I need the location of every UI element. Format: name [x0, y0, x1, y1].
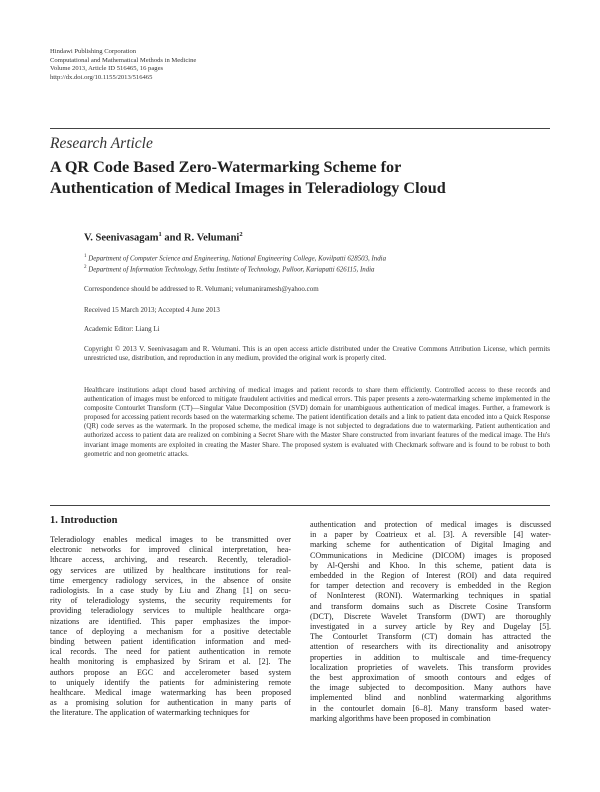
left-column [50, 535, 291, 719]
body-line: marking algorithms have been proposed in combination [310, 713, 491, 723]
affiliation-marker: 1 [84, 254, 87, 259]
body-line: The Contourlet Transform (CT) domain has attracted the [310, 632, 551, 642]
body-line: as a promising solution for authentication in many parts of [50, 698, 291, 708]
journal-header [50, 48, 196, 82]
title-line: Authentication of Medical Images in Teleradiology Cloud [50, 179, 446, 197]
abstract: Healthcare institutions adapt cloud based archiving of medical images and patient records to share them efficiently. Controlled access to these records and authentication of images must be enforced to mitigate fraudulent activities and medical errors. This paper presents a zero-watermarking scheme implemented in the composite Contourlet Transform (CT)—Singular Value Decomposition (SVD) domain for unambiguous authentication of medical images. Further, a framework is proposed for accessing patient records based on the watermarking scheme. The patient identification details and a link to patient data encoded into a Quick Response (QR) code serves as the watermark. In the proposed scheme, the medical image is not subjected to degradations due to watermarking. Patient authentication and authorized access to patient data are realized on combining a Secret Share with the Master Share constructed from invariant features of the medical image. The Hu's invariant image moments are exploited in creating the Master Share. The proposed system is evaluated with Checkmark software and is found to be robust to both geometric and non geometric attacks. [84, 386, 550, 458]
affiliation-text: Department of Information Technology, Sethu Institute of Technology, Pulloor, Kariapatti 626115, India [88, 266, 375, 274]
article-type: Research Article [50, 135, 153, 152]
affiliation [84, 265, 375, 273]
author-affiliation-marker: 2 [239, 231, 243, 238]
body-line: attention of researchers with its directionality and anisotropy [310, 642, 551, 652]
body-line: rity of teleradiology systems, the security requirements for [50, 596, 291, 606]
body-line: in the contourlet domain [6–8]. Many transform based water- [310, 703, 551, 713]
body-line: radiologists. In a case study by Liu and Zhang [1] on secu- [50, 586, 291, 596]
body-line: nizations are identified. This paper emphasizes the impor- [50, 616, 291, 626]
body-line: time emergency radiology services, in the absence of onsite [50, 575, 291, 585]
body-line: COmmunications in Medicine (DICOM) images is proposed [310, 550, 551, 560]
body-line: ogy services are utilized by healthcare institutions for real- [50, 565, 291, 575]
affiliation-text: Department of Computer Science and Engineering, National Engineering College, Kovilpatti 628503, India [88, 255, 387, 263]
author-conjunction: and [161, 232, 184, 244]
academic-editor: Academic Editor: Liang Li [84, 325, 160, 333]
body-line: for tamper detection and recovery is embedded in the Region [310, 581, 551, 591]
body-line: embedded in the Region of Interest (ROI) and data required [310, 571, 551, 581]
body-line: authentication and protection of medical images is discussed [310, 520, 551, 529]
body-line: healthcare. Medical image watermarking has been proposed [50, 688, 291, 698]
body-line: electronic networks for improved clinical interpretation, hea- [50, 545, 291, 555]
body-line: in a paper by Coatrieux et al. [3]. A reversible [4] water- [310, 530, 551, 540]
body-line: providing teleradiology services to multiple healthcare orga- [50, 606, 291, 616]
body-line: lthcare access, archiving, and research. Recently, teleradiol- [50, 555, 291, 565]
received-dates: Received 15 March 2013; Accepted 4 June 2013 [84, 306, 220, 314]
author-affiliation-marker: 1 [158, 231, 162, 238]
body-line: Teleradiology enables medical images to be transmitted over [50, 535, 291, 544]
abstract-divider [50, 505, 550, 506]
correspondence: Correspondence should be addressed to R. Velumani; velumaniramesh@yahoo.com [84, 285, 319, 293]
copyright-notice: Copyright © 2013 V. Seenivasagam and R. Velumani. This is an open access article distributed under the Creative Commons Attribution License, which permits unrestricted use, distribution, and reproduction in any medium, provided the original work is properly cited. [84, 345, 550, 362]
body-line: implemented blind and nonblind watermarking algorithms [310, 693, 551, 703]
author-list [84, 231, 243, 244]
body-line: (DCT), Discrete Wavelet Transform (DWT) are thoroughly [310, 611, 551, 621]
body-line: the image subjected to decomposition. Many authors have [310, 683, 551, 693]
body-line: health monitoring is emphasized by Sriram et al. [2]. The [50, 657, 291, 667]
journal-name: Computational and Mathematical Methods in Medicine [50, 56, 197, 64]
body-line: marking scheme for authentication of Digital Imaging and [310, 540, 551, 550]
volume-info: Volume 2013, Article ID 516465, 16 pages [50, 65, 164, 73]
body-line: binding between patient identification information and med- [50, 637, 291, 647]
doi-link[interactable]: http://dx.doi.org/10.1155/2013/516465 [50, 73, 153, 81]
author-name: R. Velumani [183, 232, 240, 244]
publisher-line: Hindawi Publishing Corporation [50, 48, 137, 55]
body-line: investigated in a survey article by Rey and Dugelay [5]. [310, 622, 551, 632]
body-line: by Al-Qershi and Khoo. In this scheme, patient data is [310, 560, 551, 570]
header-divider [50, 128, 550, 129]
body-line: authors propose an EGC and accelerometer based system [50, 667, 291, 677]
body-line: and transform domains such as Discrete Cosine Transform [310, 601, 551, 611]
author-name: V. Seenivasagam [84, 232, 159, 244]
body-line: tance of deploying a mechanism for a positive detectable [50, 626, 291, 636]
article-title [50, 157, 550, 199]
body-line: localization proprieties of wavelets. This transform provides [310, 662, 551, 672]
body-line: ical records. The need for patient authentication in remote [50, 647, 291, 657]
body-line: the literature. The application of watermarking techniques for [50, 708, 250, 718]
body-line: properties in addition to multiscale and time-frequency [310, 652, 551, 662]
right-column [310, 520, 551, 724]
body-line: to uniquely identify the patients for administering remote [50, 677, 291, 687]
affiliation-marker: 2 [84, 265, 87, 270]
affiliation [84, 254, 386, 262]
section-heading: 1. Introduction [50, 515, 118, 526]
body-line: of NonInterest (RONI). Watermarking techniques in spatial [310, 591, 551, 601]
title-line: A QR Code Based Zero-Watermarking Scheme for [50, 158, 402, 176]
body-line: the best approximation of smooth contours and edges of [310, 673, 551, 683]
